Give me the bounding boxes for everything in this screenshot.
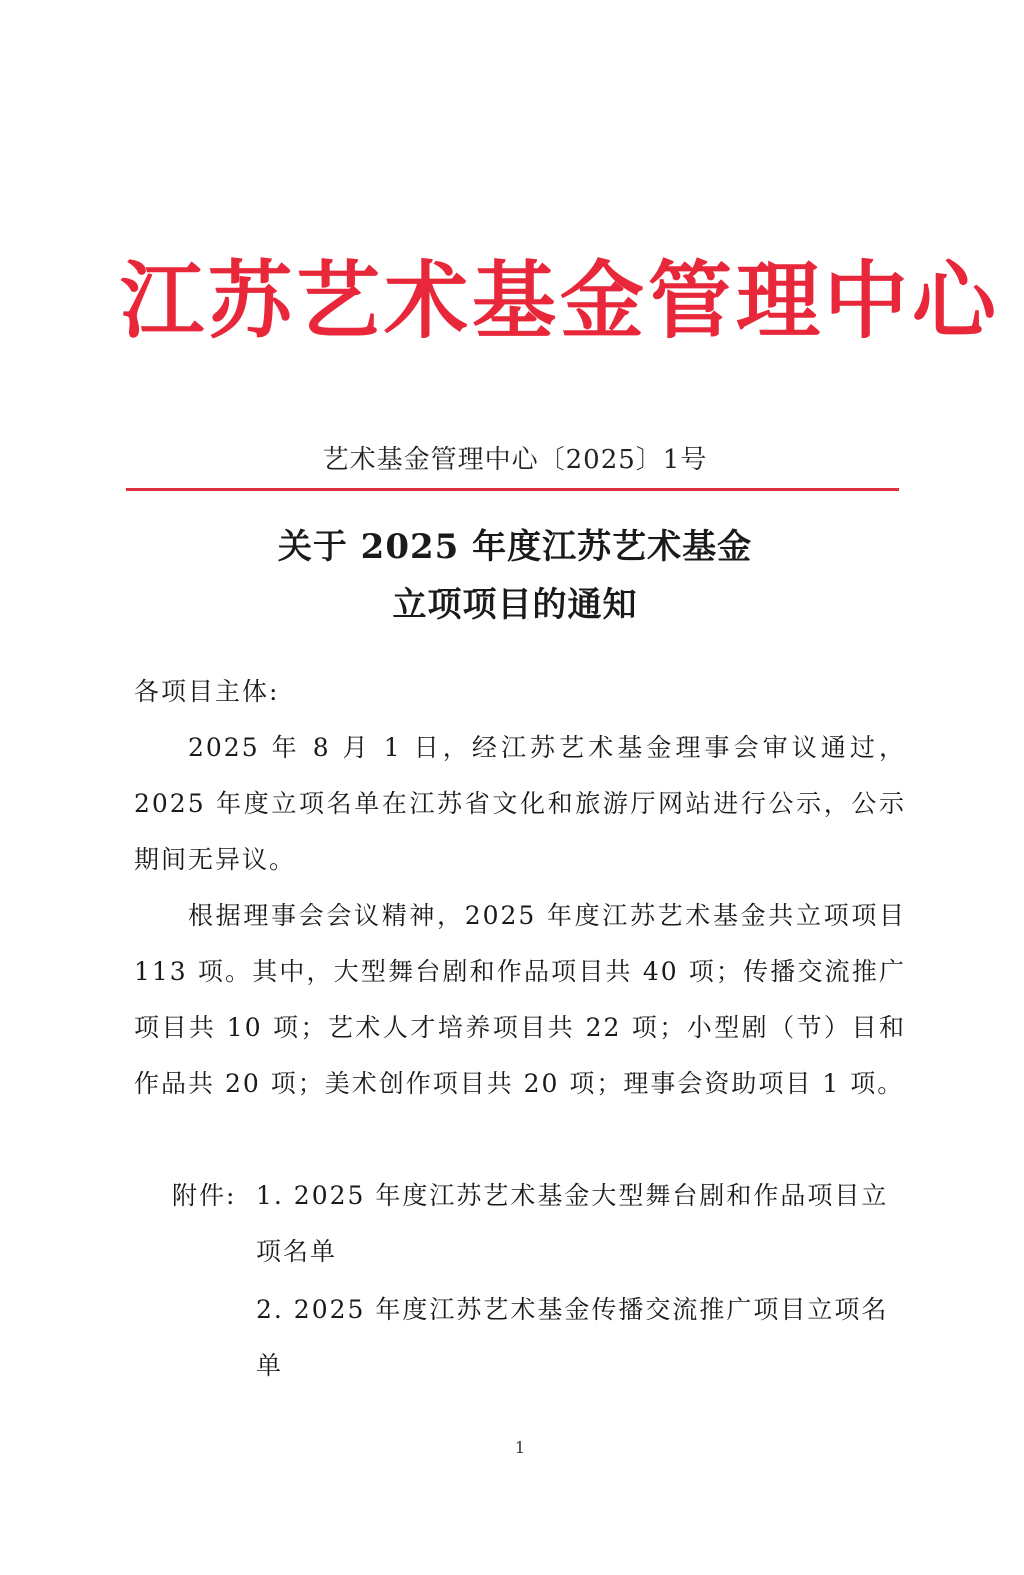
page-number: 1 <box>514 1438 526 1457</box>
notice-title-line-2: 立项项目的通知 <box>392 585 638 625</box>
letterhead-organization-title: 江苏艺术基金管理中心 <box>120 252 1001 350</box>
body-paragraph-1: 2025 年 8 月 1 日，经江苏艺术基金理事会审议通过，2025 年度立项名单在江苏省文化和旅游厅网站进行公示，公示期间无异议。 <box>134 733 906 874</box>
attachment-item-1: 1. 2025 年度江苏艺术基金大型舞台剧和作品项目立项名单 <box>256 1181 889 1266</box>
notice-title-line-1: 关于 2025 年度江苏艺术基金 <box>277 527 753 567</box>
attachments-label: 附件: <box>172 1181 237 1210</box>
salutation: 各项目主体: <box>134 677 280 706</box>
letterhead-red-rule <box>126 488 899 491</box>
body-paragraph-2: 根据理事会会议精神，2025 年度江苏艺术基金共立项项目 113 项。其中，大型舞台剧和作品项目共 40 项；传播交流推广项目共 10 项；艺术人才培养项目共 22 项；小型剧（节）目和作品共 20 项；美术创作项目共 20 项；理事会资助项目 1 项。 <box>134 901 906 1098</box>
document-number: 艺术基金管理中心〔2025〕1号 <box>322 445 708 475</box>
attachment-item-2: 2. 2025 年度江苏艺术基金传播交流推广项目立项名单 <box>256 1295 889 1380</box>
